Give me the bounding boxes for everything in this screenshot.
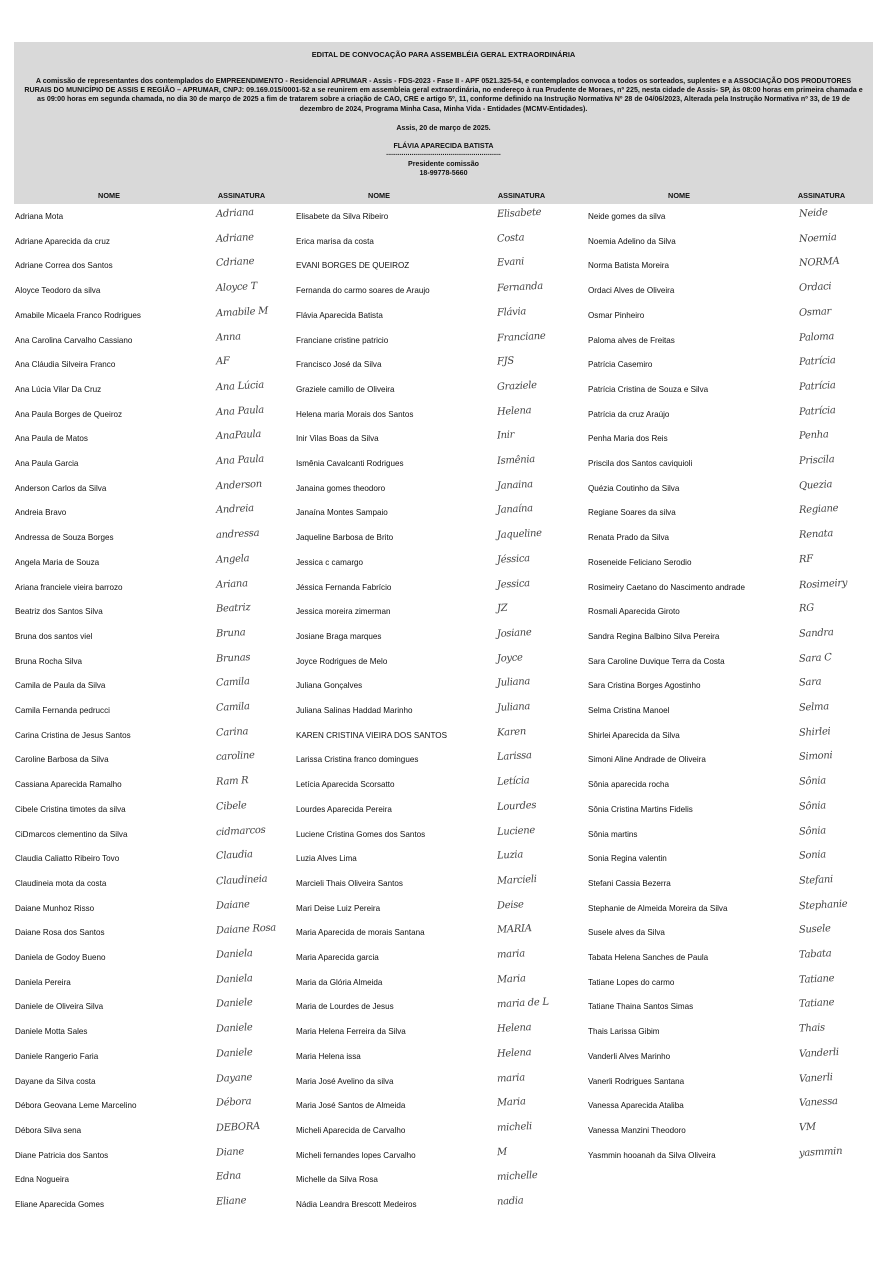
member-name: Nádia Leandra Brescott Medeiros: [296, 1200, 417, 1209]
member-signature: Sônia: [798, 824, 827, 838]
member-signature: Dayane: [215, 1071, 253, 1085]
member-signature: AnaPaula: [215, 429, 262, 443]
member-signature: Larissa: [496, 750, 532, 764]
member-name: Janaína Montes Sampaio: [296, 508, 388, 518]
member-name: Janaina gomes theodoro: [296, 483, 386, 493]
member-signature: MARIA: [496, 923, 532, 937]
member-signature: Ismênia: [496, 454, 536, 467]
member-signature: Josiane: [496, 626, 532, 640]
member-name: Ariana franciele vieira barrozo: [15, 582, 123, 592]
member-name: Débora Geovana Leme Marcelino: [15, 1101, 137, 1111]
member-name: Penha Maria dos Reis: [588, 434, 668, 444]
member-name: Juliana Gonçalves: [296, 681, 363, 691]
member-signature: Daniele: [215, 997, 253, 1011]
member-name: Maria Aparecida garcia: [296, 953, 379, 962]
member-name: Quézia Coutinho da Silva: [588, 483, 680, 493]
member-name: Rosimeiry Caetano do Nascimento andrade: [588, 582, 746, 592]
member-signature: Patrícia: [798, 379, 836, 393]
member-name: Daniela de Godoy Bueno: [15, 953, 106, 962]
president-role: Presidente comissão: [408, 160, 479, 168]
member-signature: Selma: [798, 701, 830, 714]
member-name: Daniele Motta Sales: [15, 1027, 88, 1037]
member-name: Micheli Aparecida de Carvalho: [296, 1125, 406, 1135]
member-signature: Letícia: [496, 775, 530, 788]
member-name: Diane Patricia dos Santos: [15, 1150, 109, 1160]
member-name: Ismênia Cavalcanti Rodrigues: [296, 459, 404, 468]
member-signature: Diane: [215, 1145, 245, 1159]
member-signature: andressa: [215, 527, 260, 542]
member-name: Débora Silva sena: [15, 1125, 82, 1135]
member-signature: Helena: [496, 1022, 532, 1035]
member-name: Erica marisa da costa: [296, 236, 374, 246]
member-name: Patrícia Cristina de Souza e Silva: [588, 384, 709, 394]
member-name: Jessica c camargo: [296, 557, 364, 567]
member-signature: Patrícia: [798, 404, 836, 418]
member-name: Stefani Cassia Bezerra: [588, 878, 671, 888]
member-signature: Jaqueline: [496, 527, 543, 542]
member-name: Claudineia mota da costa: [15, 878, 107, 888]
member-name: Daiane Rosa dos Santos: [15, 928, 105, 938]
member-signature: Ordaci: [798, 281, 832, 294]
convocation-text: A comissão de representantes dos contemplados do EMPREENDIMENTO - Residencial APRUMAR - Assis - FDS-2023 - Fase II - APF 0521.325-54, e contemplados convoca a todos os sorteados, suplentes e a ASSOCIAÇÃO DOS PRODUTORES RURAIS DO MUNICÍPIO DE ASSIS E REGIÃO – APRUMAR, CNPJ: 09.169.015/0001-52 a se reunirem em assembleia geral extraordinária, no endereço à rua Prudente de Moraes, nº 225, nesta cidade de Assis- SP, às 08:00 horas em primeira chamada e as 09:00 horas em segunda chamada, no dia 30 de março de 2025 a fim de tratarem sobre a criação de CAO, CRE e artigo 5º, 11, conforme definido na Instrução Normativa Nº 28 de 04/06/2023, Alterada pela Instrução Normativa nº 33, de 19 de dezembro de 2024, Programa Minha Casa, Minha Vida - Entidades (MCMV-Entidades).: [24, 77, 863, 113]
member-name: Maria da Glória Almeida: [296, 977, 383, 987]
member-signature: Flávia: [496, 306, 527, 319]
member-name: Susele alves da Silva: [588, 928, 665, 938]
member-name: Daniela Pereira: [15, 977, 71, 987]
member-name: Edna Nogueira: [15, 1175, 69, 1185]
col1-signature-header: ASSINATURA: [217, 191, 266, 200]
member-signature: Andreia: [215, 503, 255, 517]
member-signature: Anna: [215, 330, 242, 344]
member-name: Maria José Avelino da silva: [296, 1076, 394, 1086]
member-signature: Angela: [215, 552, 250, 566]
member-name: Jaqueline Barbosa de Brito: [296, 533, 394, 543]
member-signature: Maria: [496, 1096, 526, 1109]
member-name: Dayane da Silva costa: [15, 1076, 96, 1086]
member-name: Priscila dos Santos caviquioli: [588, 459, 693, 468]
member-signature: Sandra: [798, 626, 834, 640]
member-name: Cassiana Aparecida Ramalho: [15, 780, 122, 790]
member-signature: Vanerli: [798, 1071, 833, 1085]
member-signature: Ariana: [215, 577, 249, 591]
member-name: Thais Larissa Gibim: [588, 1027, 660, 1037]
member-name: Sandra Regina Balbino Silva Pereira: [588, 631, 720, 641]
member-name: EVANI BORGES DE QUEIROZ: [296, 261, 410, 271]
member-signature: Priscila: [798, 454, 835, 467]
member-signature: RG: [798, 602, 815, 615]
member-name: Vanderli Alves Marinho: [588, 1051, 671, 1061]
member-name: Camila Fernanda pedrucci: [15, 706, 110, 715]
member-name: Patrícia Casemiro: [588, 360, 653, 370]
member-signature: Sonia: [798, 849, 827, 862]
member-signature: Ana Paula: [215, 453, 265, 468]
member-signature: FJS: [496, 355, 515, 368]
member-name: Lourdes Aparecida Pereira: [296, 804, 392, 814]
member-name: Sônia aparecida rocha: [588, 780, 669, 790]
member-name: Caroline Barbosa da Silva: [15, 755, 109, 765]
member-signature: RF: [798, 553, 814, 566]
member-signature: Camila: [215, 701, 250, 714]
member-name: Bruna Rocha Silva: [15, 656, 83, 666]
member-signature: Daniele: [215, 1046, 253, 1060]
member-name: Shirlei Aparecida da Silva: [588, 730, 680, 740]
member-signature: Luciene: [496, 824, 536, 838]
member-name: Adriana Mota: [15, 212, 64, 221]
member-name: Carina Cristina de Jesus Santos: [15, 730, 131, 740]
member-name: Jéssica Fernanda Fabrício: [296, 582, 392, 592]
member-signature: Cdriane: [215, 256, 255, 270]
member-signature: Janaina: [496, 478, 534, 492]
member-signature: Rosimeiry: [798, 577, 848, 591]
member-signature: Adriana: [215, 207, 255, 220]
member-name: Joyce Rodrigues de Melo: [296, 656, 388, 666]
member-signature: Lourdes: [496, 799, 537, 813]
member-signature: Daiane: [215, 898, 250, 912]
member-signature: Costa: [496, 231, 525, 245]
member-name: Ordaci Alves de Oliveira: [588, 286, 675, 296]
member-signature: Inir: [496, 429, 515, 442]
member-name: Selma Cristina Manoel: [588, 706, 670, 715]
member-signature: Luzia: [496, 849, 524, 862]
member-name: Sonia Regina valentin: [588, 854, 667, 864]
member-name: Daniele Rangerio Faria: [15, 1051, 99, 1061]
member-name: Letícia Aparecida Scorsatto: [296, 780, 395, 790]
member-name: Vanerli Rodrigues Santana: [588, 1076, 685, 1086]
member-signature: Daniele: [215, 1022, 253, 1036]
member-signature: Camila: [215, 676, 250, 690]
member-name: Amabile Micaela Franco Rodrigues: [15, 310, 141, 320]
member-signature: Ana Lúcia: [215, 379, 265, 394]
member-name: Simoni Aline Andrade de Oliveira: [588, 755, 706, 765]
member-signature: Carina: [215, 725, 249, 739]
member-signature: Eliane: [215, 1195, 247, 1208]
member-signature: maria: [496, 948, 526, 961]
member-name: Vanessa Manzini Theodoro: [588, 1125, 686, 1135]
member-signature: Karen: [496, 725, 527, 739]
member-signature: Amabile M: [215, 305, 269, 320]
member-signature: Sara: [798, 676, 822, 689]
member-name: Yasmmin hooanah da Silva Oliveira: [588, 1150, 716, 1160]
member-name: Beatriz dos Santos Silva: [15, 607, 103, 617]
member-signature: Aloyce T: [215, 281, 258, 295]
member-name: Maria Aparecida de morais Santana: [296, 928, 425, 938]
col2-signature-header: ASSINATURA: [497, 191, 546, 200]
member-signature: Juliana: [496, 701, 531, 714]
member-signature: Ram R: [215, 775, 249, 788]
member-signature: Neide: [798, 207, 828, 220]
member-signature: Stephanie: [798, 898, 848, 912]
member-name: Jessica moreira zimerman: [296, 607, 391, 617]
member-signature: Renata: [798, 528, 834, 541]
member-signature: Osmar: [798, 305, 832, 319]
member-signature: Sara C: [798, 651, 832, 665]
member-name: Maria Helena Ferreira da Silva: [296, 1027, 406, 1037]
member-signature: Beatriz: [215, 602, 251, 616]
member-signature: Graziele: [496, 379, 538, 393]
member-signature: Maria: [496, 972, 526, 986]
member-signature: VM: [798, 1121, 817, 1134]
member-name: Osmar Pinheiro: [588, 310, 645, 320]
member-signature: yasmmin: [798, 1145, 843, 1159]
member-name: CiDmarcos clementino da Silva: [15, 829, 128, 839]
member-signature: Shirlei: [798, 725, 831, 739]
member-signature: nadia: [496, 1195, 524, 1208]
member-signature: M: [496, 1146, 508, 1158]
member-signature: Penha: [798, 429, 829, 443]
member-name: Angela Maria de Souza: [15, 557, 100, 567]
member-name: Sara Caroline Duvique Terra da Costa: [588, 656, 725, 666]
member-signature: Vanderli: [798, 1046, 840, 1060]
member-signature: Helena: [496, 1046, 532, 1060]
member-signature: Fernanda: [496, 280, 544, 295]
member-name: Adriane Correa dos Santos: [15, 261, 113, 271]
member-name: Flávia Aparecida Batista: [296, 310, 383, 320]
member-signature: Stefani: [798, 874, 834, 887]
signature-line: ...........................................................: [386, 150, 501, 157]
member-name: Micheli fernandes lopes Carvalho: [296, 1150, 416, 1160]
member-signature: Anderson: [215, 478, 263, 492]
member-signature: cidmarcos: [215, 824, 266, 838]
member-name: Tatiane Thaina Santos Simas: [588, 1002, 694, 1012]
member-signature: NORMA: [798, 256, 840, 270]
member-name: Ana Paula Garcia: [15, 459, 79, 468]
col3-signature-header: ASSINATURA: [797, 191, 846, 200]
member-name: Vanessa Aparecida Ataliba: [588, 1101, 684, 1111]
member-signature: Adriane: [215, 231, 255, 245]
member-name: Josiane Braga marques: [296, 631, 382, 641]
member-signature: JZ: [496, 602, 508, 615]
member-signature: Tatiane: [798, 997, 835, 1011]
member-name: Andreia Bravo: [15, 508, 67, 518]
member-name: Claudia Caliatto Ribeiro Tovo: [15, 854, 120, 864]
member-name: Juliana Salinas Haddad Marinho: [296, 706, 413, 715]
member-name: Camila de Paula da Silva: [15, 681, 106, 691]
member-signature: AF: [215, 355, 230, 368]
member-signature: DEBORA: [215, 1120, 261, 1135]
member-name: Franciane cristine patricio: [296, 335, 389, 345]
member-name: Tabata Helena Sanches de Paula: [588, 953, 709, 962]
member-name: Rosmali Aparecida Giroto: [588, 607, 680, 617]
member-name: Eliane Aparecida Gomes: [15, 1200, 105, 1209]
president-phone: 18-99778-5660: [419, 169, 468, 177]
member-name: Neide gomes da silva: [588, 212, 666, 221]
member-signature: Juliana: [496, 676, 531, 690]
member-signature: micheli: [496, 1120, 533, 1134]
member-name: Michelle da Silva Rosa: [296, 1175, 378, 1185]
member-signature: Janaína: [496, 503, 534, 517]
member-signature: Tabata: [798, 948, 832, 961]
member-name: Paloma alves de Freitas: [588, 335, 675, 345]
member-signature: Edna: [215, 1170, 242, 1183]
member-name: Adriane Aparecida da cruz: [15, 236, 110, 246]
member-name: Francisco José da Silva: [296, 360, 382, 370]
member-signature: Vanessa: [798, 1096, 838, 1110]
member-name: Cibele Cristina timotes da silva: [15, 804, 126, 814]
member-name: Marcieli Thais Oliveira Santos: [296, 878, 403, 888]
member-signature: maria: [496, 1071, 526, 1085]
member-signature: michelle: [496, 1170, 538, 1184]
member-name: Helena maria Morais dos Santos: [296, 409, 414, 419]
member-name: Luciene Cristina Gomes dos Santos: [296, 829, 426, 839]
member-signature: Sônia: [798, 775, 827, 788]
member-name: Bruna dos santos viel: [15, 631, 93, 641]
member-signature: Elisabete: [496, 206, 542, 221]
member-name: Elisabete da Silva Ribeiro: [296, 212, 389, 221]
member-name: Larissa Cristina franco domingues: [296, 755, 419, 765]
member-name: Maria de Lourdes de Jesus: [296, 1002, 394, 1012]
member-name: Inir Vilas Boas da Silva: [296, 434, 379, 444]
member-signature: Quezia: [798, 478, 833, 492]
member-name: Daiane Munhoz Risso: [15, 903, 95, 913]
member-name: Daniele de Oliveira Silva: [15, 1002, 104, 1012]
member-signature: Daniela: [215, 948, 253, 961]
member-signature: Jessica: [496, 577, 531, 591]
member-signature: Claudineia: [215, 873, 268, 888]
member-signature: Susele: [798, 923, 831, 937]
convocation-header: [14, 42, 873, 204]
president-name: FLÁVIA APARECIDA BATISTA: [393, 142, 494, 150]
member-signature: Daniela: [215, 972, 253, 986]
member-name: Sônia Cristina Martins Fidelis: [588, 804, 693, 814]
document-date: Assis, 20 de março de 2025.: [396, 124, 491, 132]
member-signature: Noemia: [798, 231, 837, 245]
member-signature: Helena: [496, 404, 532, 418]
member-signature: Simoni: [798, 750, 833, 764]
member-name: Sara Cristina Borges Agostinho: [588, 681, 701, 691]
member-name: Ana Cláudia Silveira Franco: [15, 360, 116, 370]
member-name: Tatiane Lopes do carmo: [588, 977, 675, 987]
member-name: Patrícia da cruz Araújo: [588, 409, 670, 419]
col3-name-header: NOME: [668, 191, 690, 200]
member-signature: Daiane Rosa: [215, 922, 277, 937]
member-signature: Sônia: [798, 800, 827, 813]
col1-name-header: NOME: [98, 191, 120, 200]
member-signature: Deise: [496, 898, 524, 912]
member-name: KAREN CRISTINA VIEIRA DOS SANTOS: [296, 730, 447, 740]
member-signature: Evani: [496, 256, 525, 270]
member-name: Anderson Carlos da Silva: [15, 483, 107, 493]
document-title: EDITAL DE CONVOCAÇÃO PARA ASSEMBLÉIA GERAL EXTRAORDINÁRIA: [311, 50, 576, 59]
member-signature: Thais: [798, 1022, 826, 1035]
member-signature: Regiane: [798, 503, 839, 517]
member-name: Ana Carolina Carvalho Cassiano: [15, 335, 133, 345]
member-signature: Bruna: [215, 627, 246, 640]
member-name: Ana Paula de Matos: [15, 434, 88, 444]
member-name: Sônia martins: [588, 829, 638, 839]
member-signature: maria de L: [496, 997, 549, 1011]
member-name: Fernanda do carmo soares de Araujo: [296, 286, 430, 296]
member-name: Roseneide Feliciano Serodio: [588, 557, 692, 567]
member-name: Graziele camillo de Oliveira: [296, 384, 395, 394]
member-signature: Cibele: [215, 800, 247, 813]
member-signature: Paloma: [798, 330, 835, 344]
member-name: Noemia Adelino da Silva: [588, 236, 676, 246]
member-signature: Ana Paula: [215, 404, 265, 418]
member-signature: Patrícia: [798, 355, 836, 369]
col2-name-header: NOME: [368, 191, 390, 200]
member-signature: Débora: [215, 1096, 252, 1110]
member-name: Maria José Santos de Almeida: [296, 1101, 406, 1111]
member-signature: Franciane: [496, 330, 546, 344]
member-name: Norma Batista Moreira: [588, 261, 669, 271]
member-signature: caroline: [215, 750, 255, 764]
member-signature: Jéssica: [496, 552, 531, 566]
member-name: Aloyce Teodoro da silva: [15, 286, 101, 296]
member-signature: Brunas: [215, 651, 251, 665]
member-name: Maria Helena issa: [296, 1051, 361, 1061]
member-name: Stephanie de Almeida Moreira da Silva: [588, 903, 728, 913]
member-name: Mari Deise Luiz Pereira: [296, 903, 381, 913]
member-signature: Claudia: [215, 849, 253, 863]
member-signature: Tatiane: [798, 972, 835, 986]
member-name: Regiane Soares da silva: [588, 508, 676, 518]
member-name: Ana Lúcia Vilar Da Cruz: [15, 384, 102, 394]
member-name: Luzia Alves Lima: [296, 854, 357, 864]
member-signature: Marcieli: [496, 873, 537, 887]
member-signature: Joyce: [496, 651, 523, 665]
member-name: Andressa de Souza Borges: [15, 533, 114, 543]
member-name: Ana Paula Borges de Queiroz: [15, 409, 123, 419]
member-name: Renata Prado da Silva: [588, 533, 669, 543]
